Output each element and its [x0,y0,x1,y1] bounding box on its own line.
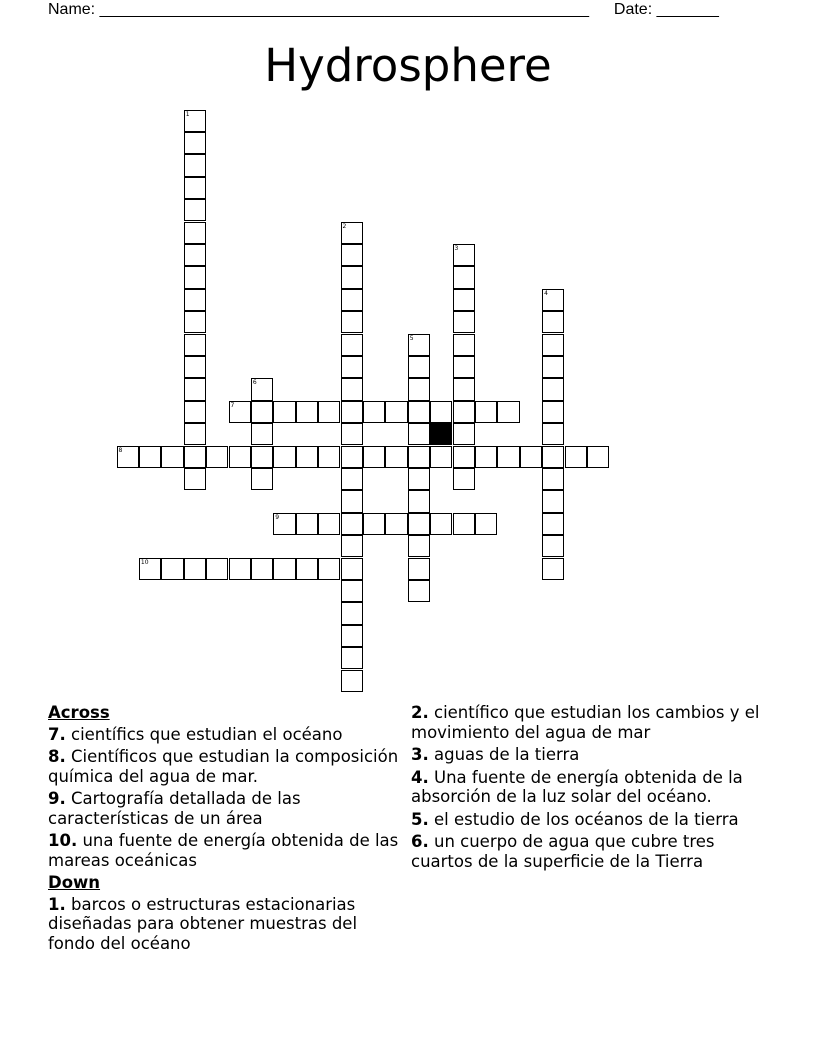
grid-cell[interactable] [385,401,407,423]
grid-cell[interactable] [430,513,452,535]
grid-cell[interactable] [184,154,206,176]
grid-cell[interactable] [542,468,564,490]
grid-cell[interactable] [318,401,340,423]
clue-down-1 [48,895,400,954]
grid-cell[interactable] [184,446,206,468]
clue-number-label: 7 [230,401,235,409]
grid-cell[interactable] [453,289,475,311]
grid-cell[interactable] [161,558,183,580]
grid-cell[interactable] [453,356,475,378]
grid-cell[interactable] [251,468,273,490]
grid-cell[interactable] [408,423,430,445]
clue-number: 3. [411,745,429,764]
grid-cell[interactable] [453,401,475,423]
grid-cell[interactable] [408,356,430,378]
grid-cell[interactable] [229,401,251,423]
grid-cell[interactable] [184,311,206,333]
clue-text: Una fuente de energía obtenida de la absorción de la luz solar del océano. [411,767,743,806]
grid-cell[interactable] [520,446,542,468]
page-title: Hydrosphere [264,39,552,92]
grid-cell[interactable] [542,490,564,512]
grid-cell[interactable] [408,558,430,580]
grid-cell[interactable] [161,446,183,468]
grid-cell[interactable] [542,513,564,535]
grid-cell[interactable] [184,199,206,221]
grid-cell[interactable] [408,580,430,602]
grid-cell[interactable] [341,580,363,602]
grid-cell[interactable] [139,446,161,468]
clues-left-column [48,703,400,956]
grid-cell[interactable] [408,535,430,557]
grid-cell[interactable] [341,244,363,266]
grid-cell[interactable] [184,423,206,445]
grid-cell[interactable] [565,446,587,468]
grid-cell[interactable] [273,558,295,580]
grid-cell[interactable] [184,558,206,580]
clue-number-label: 8 [118,446,123,454]
black-square [430,423,452,445]
name-label: Name: [48,1,100,18]
clue-down-2 [411,703,771,742]
clues-right-column [411,703,771,874]
grid-cell[interactable] [251,446,273,468]
grid-cell[interactable] [341,558,363,580]
grid-cell[interactable] [184,401,206,423]
grid-cell[interactable] [430,401,452,423]
grid-cell[interactable] [542,535,564,557]
grid-cell[interactable] [453,513,475,535]
grid-cell[interactable] [497,401,519,423]
grid-cell[interactable] [542,423,564,445]
clue-across-8 [48,747,400,786]
clue-across-10 [48,831,400,870]
grid-cell[interactable] [542,289,564,311]
grid-cell[interactable] [341,490,363,512]
across-heading: Across [48,703,110,722]
clue-text: científics que estudian el océano [65,724,343,744]
grid-cell[interactable] [184,378,206,400]
grid-cell[interactable] [251,401,273,423]
grid-cell[interactable] [341,647,363,669]
grid-cell[interactable] [408,378,430,400]
grid-cell[interactable] [453,334,475,356]
grid-cell[interactable] [475,513,497,535]
grid-cell[interactable] [341,311,363,333]
grid-cell[interactable] [408,401,430,423]
grid-cell[interactable] [341,378,363,400]
grid-cell[interactable] [296,401,318,423]
grid-cell[interactable] [408,490,430,512]
grid-cell[interactable] [296,558,318,580]
clue-number-label: 4 [544,289,548,297]
grid-cell[interactable] [341,289,363,311]
clue-text: un cuerpo de agua que cubre tres cuartos de la superficie de la Tierra [411,832,715,871]
clue-text: barcos o estructuras estacionarias diseñadas para obtener muestras del fondo del océano [48,894,358,953]
clue-across-7 [48,725,400,745]
clue-number-label: 10 [140,558,149,566]
clue-down-6 [411,832,771,871]
clue-text: Cartografía detallada de las características de un área [48,789,301,828]
clue-number: 2. [411,703,429,722]
grid-cell[interactable] [184,110,206,132]
clue-text: Científicos que estudian la composición química del agua de mar. [48,747,399,786]
grid-cell[interactable] [318,558,340,580]
grid-cell[interactable] [206,446,228,468]
clue-number-label: 2 [342,222,347,230]
grid-cell[interactable] [229,446,251,468]
clue-text: una fuente de energía obtenida de las mareas oceánicas [48,831,399,870]
grid-cell[interactable] [341,602,363,624]
grid-cell[interactable] [273,513,295,535]
clue-down-5 [411,810,771,830]
grid-cell[interactable] [430,446,452,468]
grid-cell[interactable] [542,446,564,468]
grid-cell[interactable] [184,468,206,490]
grid-cell[interactable] [341,356,363,378]
grid-cell[interactable] [318,513,340,535]
grid-cell[interactable] [542,356,564,378]
date-blank[interactable]: _______ [656,1,719,18]
clue-number: 9. [48,789,66,808]
grid-cell[interactable] [475,401,497,423]
clue-number: 1. [48,894,66,914]
name-blank[interactable]: _______________________________________________________ [99,1,589,18]
grid-cell[interactable] [251,423,273,445]
grid-cell[interactable] [542,558,564,580]
clue-number-label: 1 [185,110,190,118]
grid-cell[interactable] [453,378,475,400]
grid-cell[interactable] [475,446,497,468]
grid-cell[interactable] [184,244,206,266]
grid-cell[interactable] [363,513,385,535]
clue-number-label: 3 [454,244,459,252]
clue-number: 7. [48,724,66,744]
grid-cell[interactable] [363,401,385,423]
grid-cell[interactable] [341,334,363,356]
clue-number: 4. [411,767,429,787]
grid-cell[interactable] [385,513,407,535]
grid-cell[interactable] [206,558,228,580]
grid-cell[interactable] [273,446,295,468]
grid-cell[interactable] [184,132,206,154]
grid-cell[interactable] [341,513,363,535]
grid-cell[interactable] [341,401,363,423]
grid-cell[interactable] [542,334,564,356]
date-label: Date: [613,1,657,18]
grid-cell[interactable] [184,222,206,244]
clue-text: aguas de la tierra [428,745,580,764]
grid-cell[interactable] [341,625,363,647]
grid-cell[interactable] [341,222,363,244]
grid-cell[interactable] [139,558,161,580]
grid-cell[interactable] [453,311,475,333]
grid-cell[interactable] [184,334,206,356]
grid-cell[interactable] [251,378,273,400]
clue-number: 5. [411,809,429,829]
grid-cell[interactable] [408,334,430,356]
grid-cell[interactable] [453,468,475,490]
grid-cell[interactable] [296,513,318,535]
grid-cell[interactable] [318,446,340,468]
clue-text: científico que estudian los cambios y el movimiento del agua de mar [411,703,760,742]
grid-cell[interactable] [453,423,475,445]
clue-number-label: 5 [409,334,414,342]
grid-cell[interactable] [341,468,363,490]
grid-cell[interactable] [184,177,206,199]
clue-down-3 [411,745,771,765]
grid-cell[interactable] [296,446,318,468]
grid-cell[interactable] [273,401,295,423]
clue-down-4 [411,768,771,807]
grid-cell[interactable] [408,513,430,535]
grid-cell[interactable] [363,446,385,468]
grid-cell[interactable] [542,311,564,333]
grid-cell[interactable] [408,468,430,490]
grid-cell[interactable] [341,266,363,288]
grid-cell[interactable] [341,535,363,557]
grid-cell[interactable] [453,266,475,288]
grid-cell[interactable] [385,446,407,468]
grid-cell[interactable] [341,423,363,445]
down-heading: Down [48,873,101,892]
grid-cell[interactable] [587,446,609,468]
grid-cell[interactable] [184,356,206,378]
grid-cell[interactable] [453,244,475,266]
clue-text: el estudio de los océanos de la tierra [428,809,739,829]
clue-across-9 [48,789,400,828]
grid-cell[interactable] [184,289,206,311]
grid-cell[interactable] [453,446,475,468]
clue-number-label: 6 [252,379,257,387]
grid-cell[interactable] [408,446,430,468]
grid-cell[interactable] [341,670,363,692]
grid-cell[interactable] [251,558,273,580]
clue-number: 8. [48,747,66,766]
grid-cell[interactable] [117,446,139,468]
clue-number: 6. [411,832,429,851]
grid-cell[interactable] [497,446,519,468]
grid-cell[interactable] [341,446,363,468]
grid-cell[interactable] [542,401,564,423]
grid-cell[interactable] [542,378,564,400]
clue-number: 10. [48,831,78,850]
grid-cell[interactable] [184,266,206,288]
clue-number-label: 9 [275,513,280,521]
grid-cell[interactable] [229,558,251,580]
